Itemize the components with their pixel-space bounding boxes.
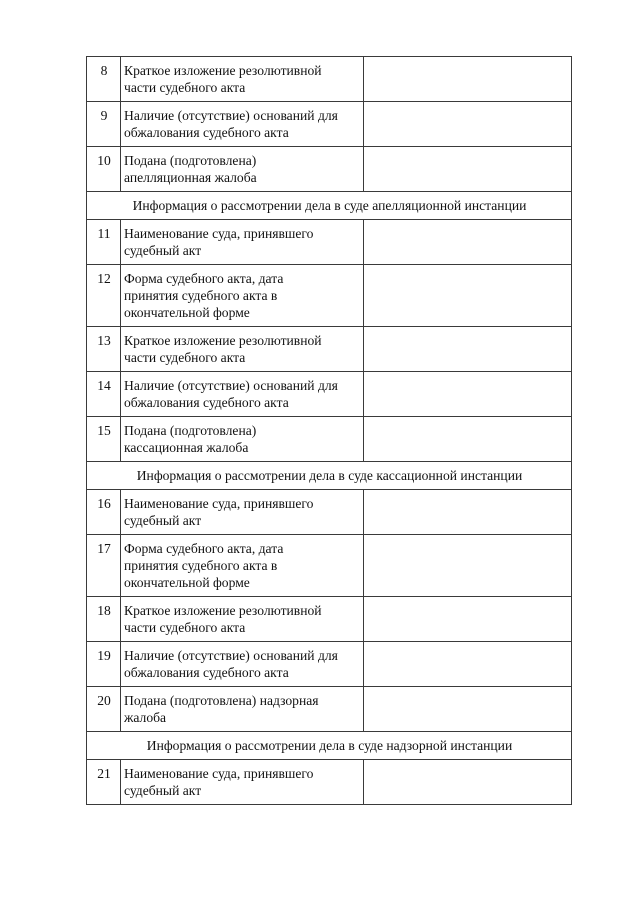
table-row <box>87 597 572 642</box>
table-row <box>87 372 572 417</box>
table-row <box>87 490 572 535</box>
row-label: Наименование суда, принявшего судебный акт <box>121 220 364 265</box>
row-value-cell[interactable] <box>364 265 572 327</box>
row-number: 14 <box>87 372 121 417</box>
row-label: Подана (подготовлена) апелляционная жалоба <box>121 147 364 192</box>
section-header-row <box>87 192 572 220</box>
row-number: 11 <box>87 220 121 265</box>
row-label: Наличие (отсутствие) оснований для обжалования судебного акта <box>121 102 364 147</box>
row-number: 17 <box>87 535 121 597</box>
section-heading-cassation: Информация о рассмотрении дела в суде кассационной инстанции <box>87 462 572 490</box>
table-row <box>87 642 572 687</box>
row-label: Форма судебного акта, дата принятия судебного акта в окончательной форме <box>121 265 364 327</box>
row-label: Подана (подготовлена) кассационная жалоба <box>121 417 364 462</box>
row-number: 19 <box>87 642 121 687</box>
row-value-cell[interactable] <box>364 57 572 102</box>
table-row <box>87 265 572 327</box>
table-row <box>87 147 572 192</box>
row-value-cell[interactable] <box>364 417 572 462</box>
row-label: Наименование суда, принявшего судебный акт <box>121 760 364 805</box>
row-number: 20 <box>87 687 121 732</box>
section-header-row <box>87 462 572 490</box>
row-value-cell[interactable] <box>364 327 572 372</box>
row-label: Краткое изложение резолютивной части судебного акта <box>121 597 364 642</box>
row-value-cell[interactable] <box>364 642 572 687</box>
row-number: 9 <box>87 102 121 147</box>
row-value-cell[interactable] <box>364 597 572 642</box>
row-label: Наименование суда, принявшего судебный акт <box>121 490 364 535</box>
row-number: 8 <box>87 57 121 102</box>
table-row <box>87 57 572 102</box>
table-row <box>87 760 572 805</box>
row-number: 16 <box>87 490 121 535</box>
row-number: 15 <box>87 417 121 462</box>
row-label: Подана (подготовлена) надзорная жалоба <box>121 687 364 732</box>
row-number: 13 <box>87 327 121 372</box>
table-row <box>87 417 572 462</box>
row-number: 18 <box>87 597 121 642</box>
section-heading-appeal: Информация о рассмотрении дела в суде апелляционной инстанции <box>87 192 572 220</box>
row-number: 12 <box>87 265 121 327</box>
row-value-cell[interactable] <box>364 490 572 535</box>
row-number: 10 <box>87 147 121 192</box>
row-value-cell[interactable] <box>364 220 572 265</box>
table-row <box>87 102 572 147</box>
table-row <box>87 327 572 372</box>
section-header-row <box>87 732 572 760</box>
row-value-cell[interactable] <box>364 535 572 597</box>
table-row <box>87 535 572 597</box>
row-label: Наличие (отсутствие) оснований для обжалования судебного акта <box>121 642 364 687</box>
row-value-cell[interactable] <box>364 372 572 417</box>
row-number: 21 <box>87 760 121 805</box>
row-value-cell[interactable] <box>364 760 572 805</box>
row-value-cell[interactable] <box>364 687 572 732</box>
row-label: Краткое изложение резолютивной части судебного акта <box>121 57 364 102</box>
section-heading-supervisory: Информация о рассмотрении дела в суде надзорной инстанции <box>87 732 572 760</box>
table-row <box>87 220 572 265</box>
table-row <box>87 687 572 732</box>
row-value-cell[interactable] <box>364 147 572 192</box>
row-label: Краткое изложение резолютивной части судебного акта <box>121 327 364 372</box>
row-label: Наличие (отсутствие) оснований для обжалования судебного акта <box>121 372 364 417</box>
row-label: Форма судебного акта, дата принятия судебного акта в окончательной форме <box>121 535 364 597</box>
row-value-cell[interactable] <box>364 102 572 147</box>
case-information-table <box>86 56 572 805</box>
